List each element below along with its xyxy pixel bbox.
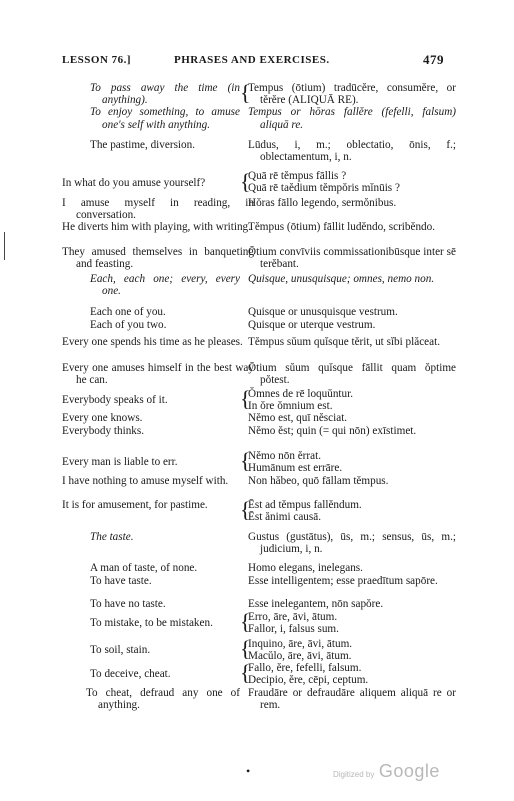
entry-row xyxy=(62,306,442,320)
entry-english: To soil, stain. xyxy=(90,644,151,656)
brace-mark: { xyxy=(240,636,251,661)
entry-latin: Fallor, i, falsus sum. xyxy=(248,623,339,636)
entry-row xyxy=(62,450,442,476)
page-dot: • xyxy=(246,764,251,778)
entry-latin: Macŭlo, āre, āvi, ātum. xyxy=(248,650,352,663)
entry-latin: Tĕmpus sŭum quĭsque tĕrit, ut sĭbi plăceat. xyxy=(248,336,441,348)
entry-english: It is for amusement, for pastime. xyxy=(62,499,208,511)
header-title: PHRASES AND EXERCISES. xyxy=(174,54,330,66)
page-edge-mark xyxy=(4,232,5,260)
entry-latin: Tĕmpus (ōtium) fāllit ludĕndo, scribĕndo. xyxy=(248,221,436,233)
entry-latin: Tempus or hōras fallĕre (fefelli, falsum) aliquā re. xyxy=(248,106,456,131)
page-number: 479 xyxy=(423,52,444,67)
entry-latin: Decipio, ĕre, cēpi, ceptum. xyxy=(248,674,369,687)
entry-english: The pastime, diversion. xyxy=(90,139,196,151)
running-header xyxy=(62,52,442,68)
entry-latin: Ŏmnes de rē loquŭntur. xyxy=(248,388,354,400)
entry-row xyxy=(62,425,442,451)
entry-row xyxy=(62,221,442,247)
entry-row xyxy=(62,319,442,333)
entry-english: I amuse myself in reading, in conversation. xyxy=(62,197,254,222)
entry-english: Each of you two. xyxy=(90,319,167,331)
brace-mark: { xyxy=(240,169,251,194)
entry-row xyxy=(62,336,442,362)
entry-latin: Lūdus, i, m.; oblectatio, ōnis, f.; oblectamentum, i, n. xyxy=(248,139,456,164)
brace-mark: { xyxy=(240,660,251,685)
entry-english: Each, each one; every, every one. xyxy=(90,273,240,298)
entry-latin: Quā rē tĕmpus fāllis ? xyxy=(248,170,347,182)
entry-row xyxy=(62,139,456,165)
entry-latin: In ŏre ŏmnium est. xyxy=(248,400,333,413)
entry-latin: Quā rē taĕdium tĕmpŏris mĭnūis ? xyxy=(248,182,400,195)
brace-mark: { xyxy=(240,80,251,105)
entry-latin: Nĕmo ĕst; quin (= qui nōn) exīstimet. xyxy=(248,425,417,437)
entry-latin: Hŏras fāllo legendo, sermŏnibus. xyxy=(248,197,397,209)
entry-latin: Quisque or uterque vestrum. xyxy=(248,319,376,331)
entry-english: To enjoy something, to amuse one's self with anything. xyxy=(90,106,240,131)
entry-english: They amused themselves in banqueting and feasting. xyxy=(62,246,254,271)
entry-english: To cheat, defraud any one of anything. xyxy=(86,687,240,712)
entry-row xyxy=(62,687,456,713)
entry-english: I have nothing to amuse myself with. xyxy=(62,475,229,487)
entry-latin: Gustus (gustātus), ūs, m.; sensus, ūs, m.; judicium, i, n. xyxy=(248,531,456,556)
entry-latin: Esse inelegantem, nōn sapŏre. xyxy=(248,598,384,610)
entry-english: Every one amuses himself in the best way he can. xyxy=(62,362,254,387)
entry-latin: Ōtium sŭum quĭsque fāllit quam ŏptime pŏtest. xyxy=(248,362,456,387)
entry-row xyxy=(62,531,456,559)
entry-english: Everybody thinks. xyxy=(62,425,145,437)
entry-latin: Fraudāre or defraudāre aliquem aliquā re or rem. xyxy=(248,687,456,712)
brace-mark: { xyxy=(240,609,251,634)
entry-latin: Esse intelligentem; esse praedītum sapōre. xyxy=(248,575,438,587)
digitized-by-google-watermark: Digitized by Google xyxy=(333,761,440,781)
entry-english: To have taste. xyxy=(90,575,152,587)
entry-row xyxy=(62,638,442,664)
entry-row xyxy=(62,611,442,637)
brace-mark: { xyxy=(240,497,251,522)
entry-row xyxy=(62,362,456,388)
entry-english: To mistake, to be mistaken. xyxy=(90,617,213,629)
entry-row xyxy=(62,80,456,134)
brace-mark: { xyxy=(240,386,251,411)
entry-latin: Inquino, āre, āvi, ātum. xyxy=(248,638,353,650)
entry-latin: Humānum est errāre. xyxy=(248,462,343,475)
entry-english: Every man is liable to err. xyxy=(62,456,178,468)
entry-latin: Nĕmo nōn ĕrrat. xyxy=(248,450,322,462)
entry-row xyxy=(62,246,456,272)
entry-row xyxy=(62,197,442,223)
entry-english: In what do you amuse yourself? xyxy=(62,177,206,189)
entry-english: To pass away the time (in anything). xyxy=(90,82,240,107)
entry-english: To deceive, cheat. xyxy=(90,668,171,680)
entry-english: Everybody speaks of it. xyxy=(62,394,168,406)
brace-mark: { xyxy=(240,448,251,473)
entry-row xyxy=(62,273,442,301)
entry-latin: Quisque, unusquisque; omnes, nemo non. xyxy=(248,273,435,285)
entry-latin: Ōtium convīviis commissationibūsque inter sē terĕbant. xyxy=(248,246,456,271)
entry-english: To have no taste. xyxy=(90,598,166,610)
entry-latin: Non hăbeo, quō fāllam tĕmpus. xyxy=(248,475,389,487)
entry-english: A man of taste, of none. xyxy=(90,562,198,574)
entry-latin: Nĕmo est, quī nĕsciat. xyxy=(248,412,348,424)
entry-row xyxy=(62,412,442,426)
entry-latin: Quisque or unusquisque vestrum. xyxy=(248,306,398,318)
entry-english: Every one knows. xyxy=(62,412,143,424)
entry-latin: Erro, āre, āvi, ātum. xyxy=(248,611,338,623)
entry-english: Each one of you. xyxy=(90,306,166,318)
entry-row xyxy=(62,499,442,527)
lesson-label: LESSON 76.] xyxy=(62,54,132,66)
entry-english: Every one spends his time as he pleases. xyxy=(62,336,243,348)
entry-row xyxy=(62,662,442,688)
entry-english: The taste. xyxy=(90,531,134,543)
entry-latin: Ēst ănimi causā. xyxy=(248,511,322,524)
entry-row xyxy=(62,388,442,414)
entry-latin: Fallo, ĕre, fefelli, falsum. xyxy=(248,662,362,674)
entry-row xyxy=(62,562,442,576)
entry-latin: Tempus (ōtium) tradūcĕre, consumĕre, or tĕrĕre (ALIQUĀ RE). xyxy=(248,82,456,107)
entry-latin: Ēst ad tĕmpus fallĕndum. xyxy=(248,499,362,511)
entry-latin: Homo elegans, inelegans. xyxy=(248,562,363,574)
entry-english: He diverts him with playing, with writing. xyxy=(62,221,251,233)
entry-row xyxy=(62,475,442,501)
entry-row xyxy=(62,170,442,196)
entry-row xyxy=(62,598,442,612)
